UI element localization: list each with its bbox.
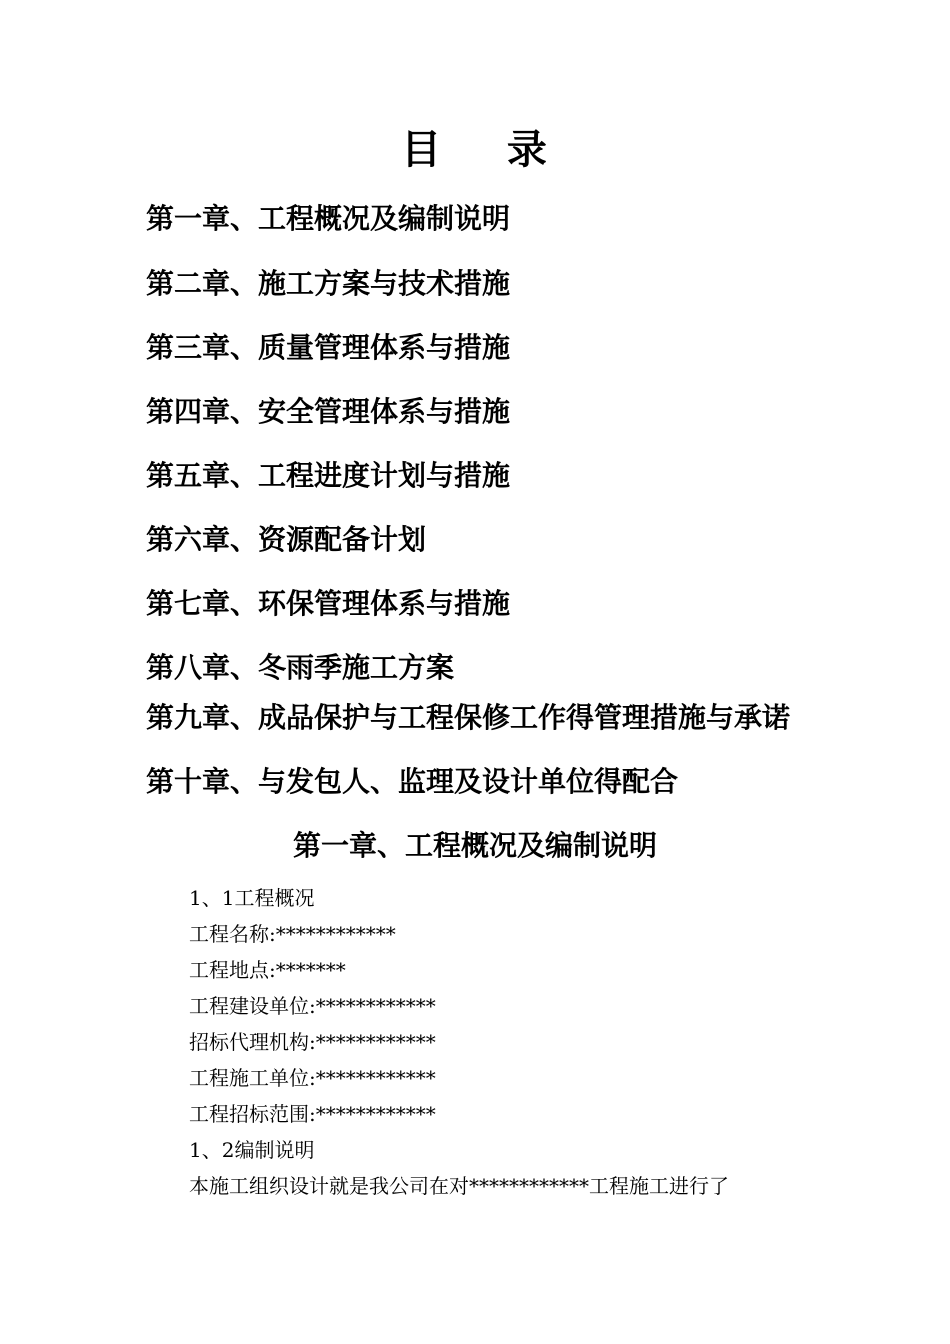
section-heading-1-2: 1、2编制说明	[189, 1138, 315, 1162]
project-name-line: 工程名称:************	[189, 922, 396, 946]
toc-item-chapter-9: 第九章、成品保护与工程保修工作得管理措施与承诺	[146, 701, 791, 734]
toc-item-chapter-5: 第五章、工程进度计划与措施	[146, 459, 511, 492]
toc-item-chapter-6: 第六章、资源配备计划	[146, 523, 427, 556]
toc-item-chapter-4: 第四章、安全管理体系与措施	[146, 395, 511, 428]
toc-item-chapter-8: 第八章、冬雨季施工方案	[146, 651, 455, 684]
project-location-line: 工程地点:*******	[189, 958, 346, 982]
bidding-scope-line: 工程招标范围:************	[189, 1102, 436, 1126]
toc-item-chapter-3: 第三章、质量管理体系与措施	[146, 331, 511, 364]
toc-item-chapter-7: 第七章、环保管理体系与措施	[146, 587, 511, 620]
toc-title: 目 录	[401, 126, 549, 173]
section-heading-1-1: 1、1工程概况	[189, 886, 315, 910]
bidding-agency-line: 招标代理机构:************	[189, 1030, 436, 1054]
paragraph-line: 本施工组织设计就是我公司在对************工程施工进行了	[189, 1174, 729, 1198]
contractor-line: 工程施工单位:************	[189, 1066, 436, 1090]
toc-item-chapter-2: 第二章、施工方案与技术措施	[146, 267, 511, 300]
toc-item-chapter-10: 第十章、与发包人、监理及设计单位得配合	[146, 765, 679, 798]
construction-unit-line: 工程建设单位:************	[189, 994, 436, 1018]
chapter-heading: 第一章、工程概况及编制说明	[292, 829, 657, 862]
toc-item-chapter-1: 第一章、工程概况及编制说明	[146, 202, 511, 235]
